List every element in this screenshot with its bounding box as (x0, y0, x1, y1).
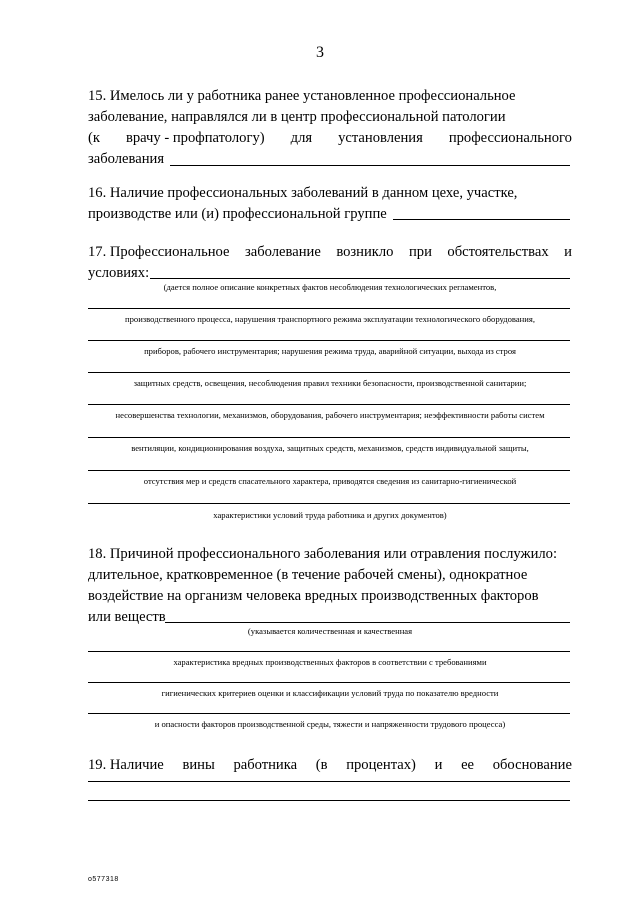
item-17-line-1 (88, 242, 572, 263)
item-17-fill-line (88, 503, 570, 504)
item-19-word: обоснование (492, 757, 572, 773)
item-15-word: установления (338, 130, 423, 146)
item-15-word: для (290, 130, 313, 146)
item-17-line-2: условиях: (88, 265, 150, 281)
item-17-fill-line (150, 278, 570, 279)
item-15-word: профессионального (448, 130, 572, 146)
item-15-line-2: заболевание, направлялся ли в центр профессиональной патологии (88, 109, 506, 125)
item-15-word: врачу - профпатологу) (125, 130, 265, 146)
item-15-word: (к (88, 130, 100, 146)
item-17-fill-line (88, 404, 570, 405)
item-18-line-2: длительное, кратковременное (в течение рабочей смены), однократное (88, 567, 528, 583)
item-18-fill-line (88, 682, 570, 683)
item-17-fill-line (88, 372, 570, 373)
item-17-note-4: защитных средств, освещения, несоблюдения правил техники безопасности, производственной санитарии; (133, 378, 527, 388)
item-17-word: заболевание (245, 244, 321, 260)
item-18-note-1: (указывается количественная и качественная (247, 626, 413, 636)
item-17-note-3: приборов, рабочего инструментария; нарушения режима труда, аварийной ситуации, выхода из строя (144, 346, 516, 356)
item-18-note-2: характеристика вредных производственных факторов в соответствии с требованиями (173, 657, 487, 667)
item-19-fill-line (88, 781, 570, 782)
item-18-note-4: и опасности факторов производственной среды, тяжести и напряженности трудового процесса) (154, 719, 506, 729)
item-16-fill-line (393, 219, 570, 220)
item-17-note-5: несовершенства технологии, механизмов, оборудования, рабочего инструментария; неэффективности работы систем (115, 410, 545, 420)
item-17-fill-line (88, 340, 570, 341)
item-19-word: ее (461, 757, 475, 773)
item-18-fill-line (165, 622, 570, 623)
item-17-note-8: характеристики условий труда работника и других документов) (213, 510, 447, 520)
item-17-note-6: вентиляции, кондиционирования воздуха, защитных средств, механизмов, средств индивидуальной защиты, (131, 443, 529, 453)
item-19-word: и (434, 757, 443, 773)
item-19-word: вины (182, 757, 215, 773)
item-19-word: процентах) (346, 757, 416, 773)
item-17-note-7: отсутствия мер и средств спасательного характера, приводятся сведения из санитарно-гигиенической (143, 476, 517, 486)
item-15-line-3 (88, 128, 572, 149)
item-19-word: (в (315, 757, 328, 773)
item-17-word: при (408, 244, 432, 260)
item-16-line-1: 16. Наличие профессиональных заболеваний в данном цехе, участке, (88, 185, 518, 201)
item-19-fill-line (88, 800, 570, 801)
item-18-fill-line (88, 713, 570, 714)
item-15-line-1: 15. Имелось ли у работника ранее установленное профессиональное (88, 88, 516, 104)
item-17-fill-line (88, 470, 570, 471)
item-17-note-2: производственного процесса, нарушения транспортного режима эксплуатации технологического оборудования, (125, 314, 535, 324)
page-number: 3 (316, 44, 324, 61)
item-15-line-4: заболевания (88, 151, 165, 167)
item-19-line-1 (88, 755, 572, 776)
footer-code: о577318 (88, 876, 119, 883)
item-15-fill-line (170, 165, 570, 166)
item-18-line-3: воздействие на организм человека вредных производственных факторов (88, 588, 539, 604)
item-17-word: 17. Профессиональное (88, 244, 230, 260)
item-17-word: возникло (336, 244, 394, 260)
item-17-note-1: (дается полное описание конкретных фактов несоблюдения технологических регламентов, (163, 282, 497, 292)
item-18-line-1: 18. Причиной профессионального заболевания или отравления послужило: (88, 546, 558, 562)
item-17-word: и (564, 244, 572, 260)
item-18-fill-line (88, 651, 570, 652)
item-19-word: 19. Наличие (88, 757, 164, 773)
item-16-line-2: производстве или (и) профессиональной группе (88, 206, 387, 222)
item-18-line-4: или веществ (88, 609, 166, 625)
item-18-note-3: гигиенических критериев оценки и классификации условий труда по показателю вредности (161, 688, 499, 698)
item-17-fill-line (88, 308, 570, 309)
item-19-word: работника (233, 757, 298, 773)
item-17-fill-line (88, 437, 570, 438)
item-17-word: обстоятельствах (447, 244, 549, 260)
